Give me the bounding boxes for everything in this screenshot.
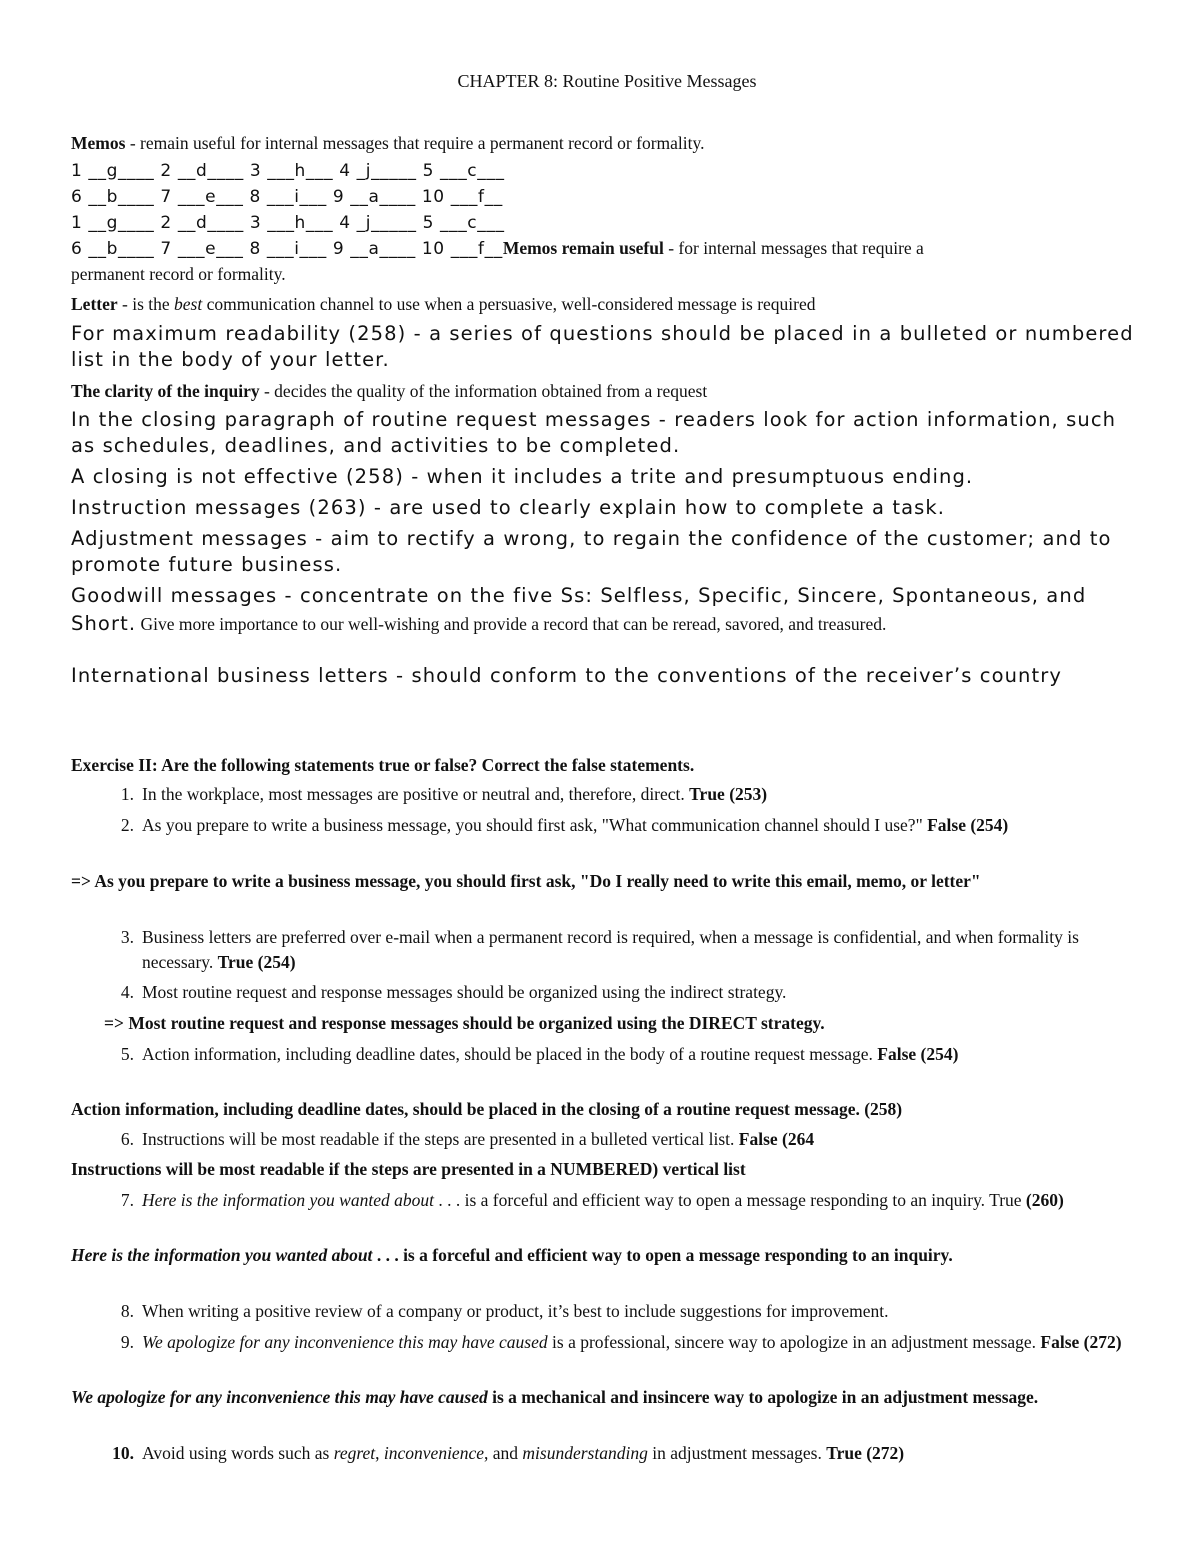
item-em: regret — [333, 1443, 376, 1463]
item-answer: True (272) — [826, 1443, 905, 1463]
item-number: 5. — [120, 1044, 134, 1064]
correction-quote: We apologize for any inconvenience this may have caused — [71, 1387, 488, 1407]
item-text: . . . is a forceful and efficient way to open a message responding to an inquiry. True — [433, 1190, 1026, 1210]
item-number: 8. — [120, 1301, 134, 1321]
item-number: 10. — [112, 1443, 134, 1463]
item-text: in adjustment messages. — [647, 1443, 827, 1463]
item-number: 9. — [120, 1332, 134, 1352]
item-text: Instructions will be most readable if the steps are presented in a bulleted vertical list. — [142, 1129, 739, 1149]
memos-term: Memos — [71, 133, 126, 153]
answer-row-memos — [71, 236, 1146, 263]
letter-post: communication channel to use when a persuasive, well-considered message is required — [202, 294, 816, 314]
answer-key — [71, 158, 1146, 236]
item-answer: False (254) — [927, 815, 1009, 835]
item-text: In the workplace, most messages are positive or neutral and, therefore, direct. — [142, 784, 690, 804]
exercise-heading: Exercise II: Are the following statements true or false? Correct the false statements. — [71, 755, 695, 775]
goodwill-tail: Give more importance to our well-wishing and provide a record that can be reread, savored, and treasured. — [136, 613, 887, 634]
adjustment-note: Adjustment messages - aim to rectify a wrong, to regain the confidence of the customer; and to promote future business. — [71, 527, 1112, 576]
goodwill-lead: Goodwill messages - concentrate on the five Ss: Selfless, Specific, Sincere, Spontaneous, and Short. — [71, 584, 1087, 635]
item-text: When writing a positive review of a company or product, it’s best to include suggestions for improvement. — [142, 1301, 889, 1321]
readability-note: For maximum readability (258) - a series of questions should be placed in a bulleted or numbered list in the body of your letter. — [71, 322, 1134, 371]
item-text: Action information, including deadline dates, should be placed in the body of a routine request message. — [142, 1044, 878, 1064]
letter-term: Letter — [71, 294, 118, 314]
item-em: inconvenience — [383, 1443, 484, 1463]
clarity-definition — [71, 379, 1146, 404]
item-answer: False (264 — [738, 1129, 815, 1149]
closing-paragraph-note: In the closing paragraph of routine request messages - readers look for action information, such as schedules, deadlines, and activities to be completed. — [71, 408, 1117, 457]
item-answer: True (253) — [689, 784, 768, 804]
answer-row: 6 __b____ 7 ___e___ 8 ___i___ 9 __a____ 10 ___f__ — [71, 187, 503, 207]
item-number: 4. — [120, 982, 134, 1002]
goodwill-note — [71, 583, 1146, 638]
letter-pre: - is the — [117, 294, 175, 314]
item-text: Avoid using words such as — [142, 1443, 334, 1463]
memos2-continuation: permanent record or formality. — [71, 264, 286, 284]
item-text: Business letters are preferred over e-mail when a permanent record is required, when a message is confidential, and when formality is necessary. — [142, 927, 1079, 972]
item-number: 2. — [120, 815, 134, 835]
item-quote: Here is the information you wanted about — [142, 1190, 434, 1210]
clarity-term: The clarity of the inquiry — [71, 381, 260, 401]
correction: => Most routine request and response messages should be organized using the DIRECT strategy. — [104, 1013, 825, 1033]
item-text: Most routine request and response messages should be organized using the indirect strategy. — [142, 982, 787, 1002]
international-note: International business letters - should conform to the conventions of the receiver’s country — [71, 664, 1063, 687]
memos-definition — [71, 131, 1146, 156]
item-answer: False (272) — [1040, 1332, 1122, 1352]
letter-em: best — [174, 294, 203, 314]
item-number: 1. — [120, 784, 134, 804]
letter-definition — [71, 292, 1146, 317]
instruction-note: Instruction messages (263) - are used to clearly explain how to complete a task. — [71, 496, 946, 519]
correction — [71, 1385, 1146, 1410]
closing-effective-note: A closing is not effective (258) - when it includes a trite and presumptuous ending. — [71, 465, 974, 488]
correction-quote: Here is the information you wanted about — [71, 1245, 373, 1265]
item-text: is a professional, sincere way to apologize in an adjustment message. — [547, 1332, 1041, 1352]
item-text: As you prepare to write a business message, you should first ask, "What communication channel should I use?" — [142, 815, 928, 835]
page-title: CHAPTER 8: Routine Positive Messages — [457, 71, 757, 91]
answer-row: 1 __g____ 2 __d____ 3 ___h___ 4 _j_____ 5 ___c___ — [71, 213, 505, 233]
item-number: 7. — [120, 1190, 134, 1210]
correction: Action information, including deadline dates, should be placed in the closing of a routine request message. (258) — [71, 1099, 903, 1119]
item-em: misunderstanding — [522, 1443, 648, 1463]
correction — [71, 1243, 1146, 1268]
memos2-term: Memos remain useful — [502, 238, 664, 258]
item-quote: We apologize for any inconvenience this may have caused — [142, 1332, 548, 1352]
memos2-def: - for internal messages that require a — [663, 238, 924, 258]
item-answer: (260) — [1025, 1190, 1064, 1210]
clarity-def: - decides the quality of the information obtained from a request — [259, 381, 708, 401]
memos-def: - remain useful for internal messages that require a permanent record or formality. — [125, 133, 705, 153]
answer-row: 1 __g____ 2 __d____ 3 ___h___ 4 _j_____ 5 ___c___ — [71, 161, 505, 181]
item-number: 6. — [120, 1129, 134, 1149]
correction-text: is a mechanical and insincere way to apologize in an adjustment message. — [487, 1387, 1039, 1407]
item-number: 3. — [120, 927, 134, 947]
item-answer: True (254) — [217, 952, 296, 972]
correction: => As you prepare to write a business message, you should first ask, "Do I really need to write this email, memo, or letter" — [71, 871, 981, 891]
correction: Instructions will be most readable if the steps are presented in a NUMBERED) vertical list — [71, 1159, 746, 1179]
correction-text: . . . is a forceful and efficient way to open a message responding to an inquiry. — [372, 1245, 953, 1265]
answer-row: 6 __b____ 7 ___e___ 8 ___i___ 9 __a____ 10 ___f__ — [71, 239, 503, 259]
item-text: , and — [483, 1443, 523, 1463]
item-answer: False (254) — [877, 1044, 959, 1064]
item-text: , — [375, 1443, 384, 1463]
